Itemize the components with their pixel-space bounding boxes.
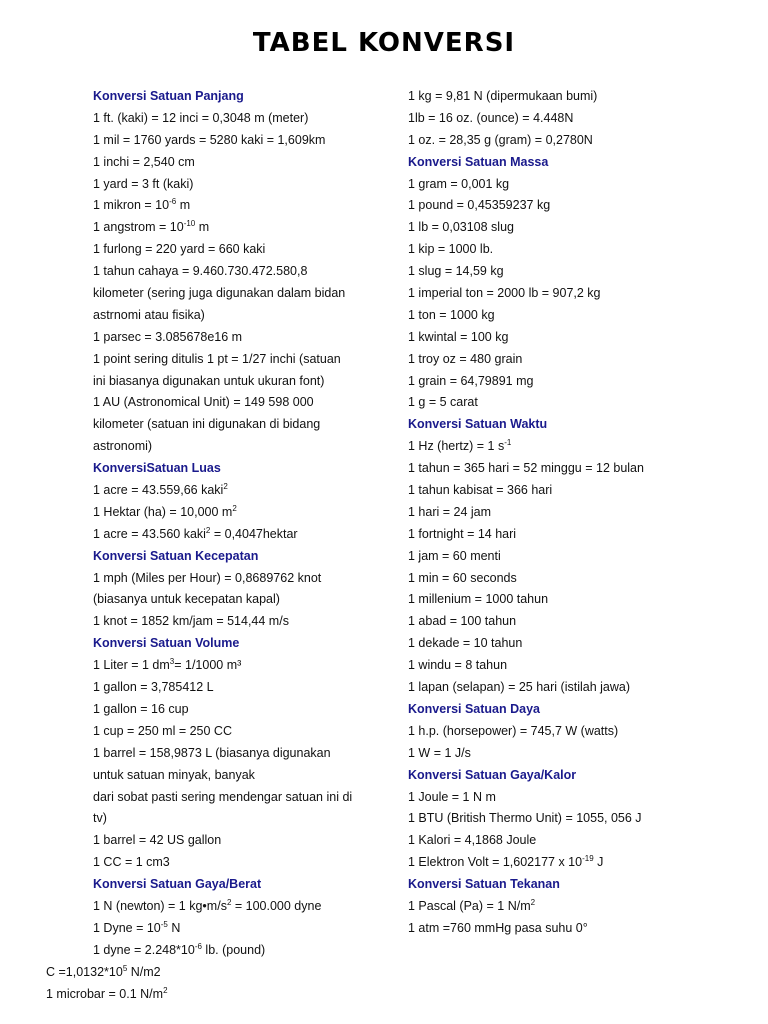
conversion-line <box>408 589 753 611</box>
line-text: 1 Liter = 1 dm <box>93 658 170 673</box>
line-text: astronomi) <box>93 439 153 454</box>
superscript: 2 <box>163 986 168 995</box>
line-text: 1 acre = 43.560 kaki <box>93 526 206 541</box>
conversion-line <box>408 852 753 874</box>
line-text: 1 tahun kabisat = 366 hari <box>408 483 553 498</box>
conversion-line <box>93 655 383 677</box>
line-text-after: J <box>593 855 604 870</box>
line-text: 1 ft. (kaki) = 12 inci = 0,3048 m (meter) <box>93 110 309 125</box>
line-text: Konversi Satuan Daya <box>408 701 540 716</box>
line-text: 1 CC = 1 cm3 <box>93 855 170 870</box>
line-text: 1 dyne = 2.248*10 <box>93 942 195 957</box>
line-text: 1 Elektron Volt = 1,602177 x 10 <box>408 855 583 870</box>
conversion-line <box>93 765 383 787</box>
conversion-line <box>408 174 753 196</box>
line-text-after: = 0,4047hektar <box>210 526 298 541</box>
conversion-line <box>408 568 753 590</box>
conversion-line <box>93 918 383 940</box>
conversion-line <box>93 940 383 962</box>
line-text: 1 grain = 64,79891 mg <box>408 373 534 388</box>
line-text: 1 BTU (British Thermo Unit) = 1055, 056 J <box>408 811 642 826</box>
line-text: 1 microbar = 0.1 N/m <box>46 987 164 1001</box>
conversion-line <box>408 480 753 502</box>
line-text: 1 troy oz = 480 grain <box>408 351 523 366</box>
section-heading <box>93 546 383 568</box>
line-text: 1 W = 1 J/s <box>408 745 471 760</box>
line-text: 1 lb = 0,03108 slug <box>408 220 514 235</box>
line-text-after: m <box>195 220 210 235</box>
line-text: 1 dekade = 10 tahun <box>408 636 523 651</box>
conversion-line <box>93 174 383 196</box>
conversion-line <box>408 349 753 371</box>
line-text: 1lb = 16 oz. (ounce) = 4.448N <box>408 110 574 125</box>
superscript: -1 <box>504 438 512 448</box>
conversion-line <box>408 327 753 349</box>
line-text: 1 Hektar (ha) = 10,000 m <box>93 504 233 519</box>
section-heading <box>93 458 383 480</box>
conversion-line <box>408 502 753 524</box>
conversion-line <box>93 699 383 721</box>
line-text: 1 tahun = 365 hari = 52 minggu = 12 bulan <box>408 461 644 476</box>
line-text: 1 barrel = 42 US gallon <box>93 833 222 848</box>
line-text: C =1,0132*10 <box>46 965 123 979</box>
line-text-after: = 100.000 dyne <box>231 898 322 913</box>
superscript: 2 <box>223 482 228 492</box>
conversion-line <box>408 283 753 305</box>
line-text-after: = 1/1000 m³ <box>174 658 242 673</box>
conversion-line <box>93 283 383 305</box>
line-text: 1 yard = 3 ft (kaki) <box>93 176 194 191</box>
conversion-line <box>408 261 753 283</box>
conversion-line <box>93 830 383 852</box>
footer-line-pressure <box>46 962 161 984</box>
conversion-line <box>93 896 383 918</box>
section-heading <box>408 152 753 174</box>
conversion-line <box>408 896 753 918</box>
conversion-line <box>408 611 753 633</box>
line-text: astrnomi atau fisika) <box>93 307 205 322</box>
superscript: -10 <box>183 219 196 229</box>
line-text: 1 atm =760 mmHg pasa suhu 0° <box>408 920 588 935</box>
line-text: 1 lapan (selapan) = 25 hari (istilah jawa) <box>408 680 630 695</box>
section-heading <box>408 874 753 896</box>
line-text: 1 min = 60 seconds <box>408 570 517 585</box>
line-text: 1 angstrom = 10 <box>93 220 184 235</box>
conversion-line <box>93 743 383 765</box>
line-text: ini biasanya digunakan untuk ukuran font) <box>93 373 325 388</box>
superscript: -19 <box>582 854 594 864</box>
conversion-line <box>93 677 383 699</box>
superscript: 2 <box>226 897 232 907</box>
line-text: 1 cup = 250 ml = 250 CC <box>93 723 232 738</box>
line-text: (biasanya untuk kecepatan kapal) <box>93 592 280 607</box>
conversion-line <box>93 787 383 809</box>
line-text: Konversi Satuan Volume <box>93 636 240 651</box>
line-text: 1 kwintal = 100 kg <box>408 329 509 344</box>
page-title: TABEL KONVERSI <box>252 28 516 58</box>
conversion-line <box>93 414 383 436</box>
conversion-line <box>408 677 753 699</box>
line-text: 1 Joule = 1 N m <box>408 789 496 804</box>
conversion-line <box>408 546 753 568</box>
conversion-line <box>93 436 383 458</box>
section-heading <box>408 414 753 436</box>
section-heading <box>93 86 383 108</box>
line-text: 1 fortnight = 14 hari <box>408 526 517 541</box>
line-text: 1 N (newton) = 1 kg•m/s <box>93 898 227 913</box>
conversion-line <box>93 261 383 283</box>
line-text: 1 acre = 43.559,66 kaki <box>93 483 224 498</box>
line-text: Konversi Satuan Gaya/Kalor <box>408 767 577 782</box>
line-text: 1 mph (Miles per Hour) = 0,8689762 knot <box>93 570 322 585</box>
line-text-after: N <box>167 920 181 935</box>
line-text: 1 furlong = 220 yard = 660 kaki <box>93 242 266 257</box>
line-text: 1 Pascal (Pa) = 1 N/m <box>408 898 531 913</box>
conversion-line <box>408 86 753 108</box>
conversion-line <box>408 808 753 830</box>
conversion-line <box>93 808 383 830</box>
line-text: 1 tahun cahaya = 9.460.730.472.580,8 <box>93 264 308 279</box>
line-text: Konversi Satuan Kecepatan <box>93 548 259 563</box>
conversion-line <box>93 371 383 393</box>
line-text: 1 knot = 1852 km/jam = 514,44 m/s <box>93 614 289 629</box>
conversion-line <box>93 305 383 327</box>
conversion-line <box>93 568 383 590</box>
line-text: 1 kg = 9,81 N (dipermukaan bumi) <box>408 89 598 103</box>
conversion-line <box>93 327 383 349</box>
line-text: Konversi Satuan Gaya/Berat <box>93 877 262 892</box>
line-text: 1 slug = 14,59 kg <box>408 264 504 279</box>
line-text: 1 oz. = 28,35 g (gram) = 0,2780N <box>408 132 593 147</box>
superscript: 2 <box>530 897 536 907</box>
line-text: 1 gram = 0,001 kg <box>408 176 510 191</box>
conversion-line <box>93 239 383 261</box>
conversion-line <box>408 371 753 393</box>
line-text: KonversiSatuan Luas <box>93 461 221 476</box>
line-text: 1 gallon = 3,785412 L <box>93 680 214 695</box>
conversion-line <box>408 458 753 480</box>
conversion-line <box>408 721 753 743</box>
conversion-line <box>93 195 383 217</box>
section-heading <box>93 633 383 655</box>
conversion-line <box>408 743 753 765</box>
conversion-line <box>408 436 753 458</box>
line-text: untuk satuan minyak, banyak <box>93 767 255 782</box>
line-text: 1 barrel = 158,9873 L (biasanya digunakan <box>93 745 331 760</box>
line-text: 1 gallon = 16 cup <box>93 701 189 716</box>
conversion-line <box>408 787 753 809</box>
line-text: 1 parsec = 3.085678e16 m <box>93 329 243 344</box>
conversion-line <box>93 392 383 414</box>
line-text: tv) <box>93 811 107 826</box>
superscript: 2 <box>232 503 237 513</box>
line-text: 1 Hz (hertz) = 1 s <box>408 439 505 454</box>
line-text: 1 abad = 100 tahun <box>408 614 517 629</box>
line-text: kilometer (sering juga digunakan dalam bidan <box>93 286 346 301</box>
conversion-line <box>93 130 383 152</box>
conversion-line <box>408 195 753 217</box>
line-text: Konversi Satuan Waktu <box>408 417 548 432</box>
line-text: 1 h.p. (horsepower) = 745,7 W (watts) <box>408 723 619 738</box>
line-text-after: N/m2 <box>127 965 161 979</box>
conversion-line <box>93 480 383 502</box>
conversion-line <box>408 633 753 655</box>
footer-line-microbar <box>46 984 168 1006</box>
line-text: 1 ton = 1000 kg <box>408 307 495 322</box>
section-heading <box>408 699 753 721</box>
line-text: 1 hari = 24 jam <box>408 504 492 519</box>
conversion-line <box>93 217 383 239</box>
line-text: 1 point sering ditulis 1 pt = 1/27 inchi (satuan <box>93 351 341 366</box>
line-text-after: lb. (pound) <box>201 942 266 957</box>
conversion-line <box>408 108 753 130</box>
conversion-line <box>408 217 753 239</box>
superscript: -6 <box>194 941 202 951</box>
conversion-line <box>93 611 383 633</box>
conversion-line <box>408 392 753 414</box>
section-heading <box>408 765 753 787</box>
conversion-line <box>93 589 383 611</box>
line-text: 1 g = 5 carat <box>408 395 478 410</box>
superscript: -6 <box>169 197 177 207</box>
superscript: -5 <box>160 919 168 929</box>
line-text: Konversi Satuan Tekanan <box>408 877 560 892</box>
right-column <box>408 86 753 940</box>
line-text: 1 millenium = 1000 tahun <box>408 592 549 607</box>
conversion-line <box>408 918 753 940</box>
conversion-line <box>408 130 753 152</box>
superscript: 5 <box>122 964 128 973</box>
line-text: Konversi Satuan Panjang <box>93 89 244 103</box>
conversion-line <box>408 524 753 546</box>
conversion-line <box>93 852 383 874</box>
line-text: 1 mil = 1760 yards = 5280 kaki = 1,609km <box>93 132 326 147</box>
conversion-line <box>93 152 383 174</box>
superscript: 2 <box>205 525 211 535</box>
line-text-after: m <box>176 198 191 213</box>
line-text: 1 windu = 8 tahun <box>408 658 508 673</box>
line-text: dari sobat pasti sering mendengar satuan ini di <box>93 789 353 804</box>
conversion-line <box>93 108 383 130</box>
left-column <box>93 86 383 962</box>
line-text: kilometer (satuan ini digunakan di bidang <box>93 417 321 432</box>
conversion-line <box>408 239 753 261</box>
conversion-line <box>408 305 753 327</box>
superscript: 3 <box>169 657 175 667</box>
line-text: 1 jam = 60 menti <box>408 548 501 563</box>
line-text: 1 kip = 1000 lb. <box>408 242 494 257</box>
conversion-line <box>408 655 753 677</box>
line-text: 1 Dyne = 10 <box>93 920 161 935</box>
conversion-line <box>408 830 753 852</box>
conversion-line <box>93 721 383 743</box>
conversion-line <box>93 349 383 371</box>
line-text: 1 inchi = 2,540 cm <box>93 154 195 169</box>
line-text: 1 Kalori = 4,1868 Joule <box>408 833 537 848</box>
line-text: Konversi Satuan Massa <box>408 154 549 169</box>
line-text: 1 AU (Astronomical Unit) = 149 598 000 <box>93 395 314 410</box>
line-text: 1 pound = 0,45359237 kg <box>408 198 551 213</box>
conversion-line <box>93 524 383 546</box>
section-heading <box>93 874 383 896</box>
conversion-line <box>93 502 383 524</box>
line-text: 1 mikron = 10 <box>93 198 170 213</box>
line-text: 1 imperial ton = 2000 lb = 907,2 kg <box>408 286 601 301</box>
